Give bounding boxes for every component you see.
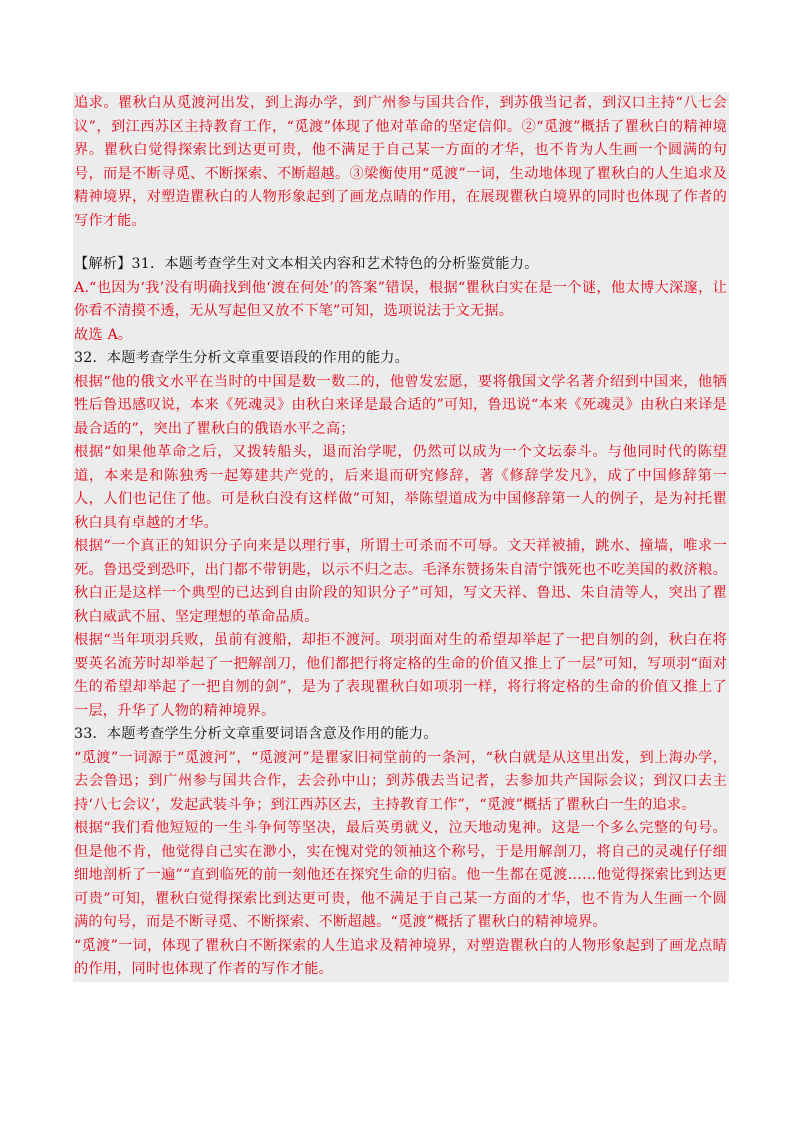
question-heading: 33．本题考查学生分析文章重要词语含意及作用的能力。 — [74, 726, 438, 742]
analysis-paragraph: A.“也因为‘我’没有明确找到他‘渡在何处’的答案”错误，根据“瞿秋白实在是一个谜，他太博大深邃，让你看不清摸不透，无从写起但又放不下笔”可知，选项说法于文无据。 — [74, 279, 727, 319]
analysis-paragraph: 故选 A。 — [74, 326, 133, 343]
analysis-paragraph: 追求。瞿秋白从觅渡河出发，到上海办学，到广州参与国共合作，到苏俄当记者，到汉口主持“八七会议”，到江西苏区主持教育工作，“觅渡”体现了他对革命的坚定信仰。②“觅渡”概括了瞿秋白的精神境界。瞿秋白觉得探索比到达更可贵，他不满足于自己某一方面的才华，也不肯为人生画一个圆满的句号，而是不断寻觅、不断探索、不断超越。③梁衡使用“觅渡”一词，生动地体现了瞿秋白的人生追求及精神境界，对塑造瞿秋白的人物形象起到了画龙点睛的作用，在展现瞿秋白境界的同时也体现了作者的写作才能。 — [74, 95, 727, 229]
analysis-paragraph: “觅渡”一词，体现了瞿秋白不断探索的人生追求及精神境界，对塑造瞿秋白的人物形象起到了画龙点睛的作用，同时也体现了作者的写作才能。 — [74, 937, 727, 977]
question-heading: 32．本题考查学生分析文章重要语段的作用的能力。 — [74, 350, 409, 366]
analysis-paragraph: 根据“一个真正的知识分子向来是以理行事，所谓士可杀而不可辱。文天祥被捕，跳水、撞墙，唯求一死。鲁迅受到恐吓，出门都不带钥匙，以示不归之志。毛泽东赞扬朱自清宁饿死也不吃美国的救济粮。秋白正是这样一个典型的已达到自由阶段的知识分子”可知，写文天祥、鲁迅、朱自清等人，突出了瞿秋白威武不屈、坚定理想的革命品质。 — [74, 538, 727, 625]
analysis-paragraph: 根据“当年项羽兵败，虽前有渡船，却拒不渡河。项羽面对生的希望却举起了一把自刎的剑，秋白在将要英名流芳时却举起了一把解剖刀，他们都把行将定格的生命的价值又推上了一层”可知，写项羽“面对生的希望却举起了一把自刎的剑”，是为了表现瞿秋白如项羽一样，将行将定格的生命的价值又推上了一层，升华了人物的精神境界。 — [74, 632, 727, 719]
answer-analysis-section — [73, 92, 729, 982]
analysis-paragraph: “觅渡”一词源于“觅渡河”，“觅渡河”是瞿家旧祠堂前的一条河，“秋白就是从这里出发，到上海办学，去会鲁迅；到广州参与国共合作，去会孙中山；到苏俄去当记者，去参加共产国际会议；到汉口去主持‘八七会议’，发起武装斗争；到江西苏区去，主持教育工作”，“觅渡”概括了瞿秋白一生的追求。 — [74, 749, 727, 813]
analysis-paragraph: 根据“如果他革命之后，又拨转船头，退而治学呢，仍然可以成为一个文坛泰斗。与他同时代的陈望道，本来是和陈独秀一起筹建共产党的，后来退而研究修辞，著《修辞学发凡》，成了中国修辞第一人，人们也记住了他。可是秋白没有这样做”可知，举陈望道成为中国修辞第一人的例子，是为衬托瞿秋白具有卓越的才华。 — [74, 444, 727, 531]
question-heading: 【解析】31．本题考查学生对文本相关内容和艺术特色的分析鉴赏能力。 — [74, 256, 539, 272]
paragraph-gap — [73, 233, 729, 253]
analysis-paragraph: 根据“他的俄文水平在当时的中国是数一数二的，他曾发宏愿，要将俄国文学名著介绍到中国来，他牺牲后鲁迅感叹说，本来《死魂灵》由秋白来译是最合适的”可知，鲁迅说“本来《死魂灵》由秋白来译是最合适的”，突出了瞿秋白的俄语水平之高； — [74, 373, 727, 437]
analysis-paragraph: 根据“我们看他短短的一生斗争何等坚决，最后英勇就义，泣天地动鬼神。这是一个多么完整的句号。但是他不肯，他觉得自己实在渺小，实在愧对党的领袖这个称号，于是用解剖刀，将自己的灵魂仔仔细细地剖析了一遍”“直到临死的前一刻他还在探究生命的归宿。他一生都在觅渡……他觉得探索比到达更可贵”可知，瞿秋白觉得探索比到达更可贵，他不满足于自己某一方面的才华，也不肯为人生画一个圆满的句号，而是不断寻觅、不断探索、不断超越。“觅渡”概括了瞿秋白的精神境界。 — [74, 820, 727, 930]
